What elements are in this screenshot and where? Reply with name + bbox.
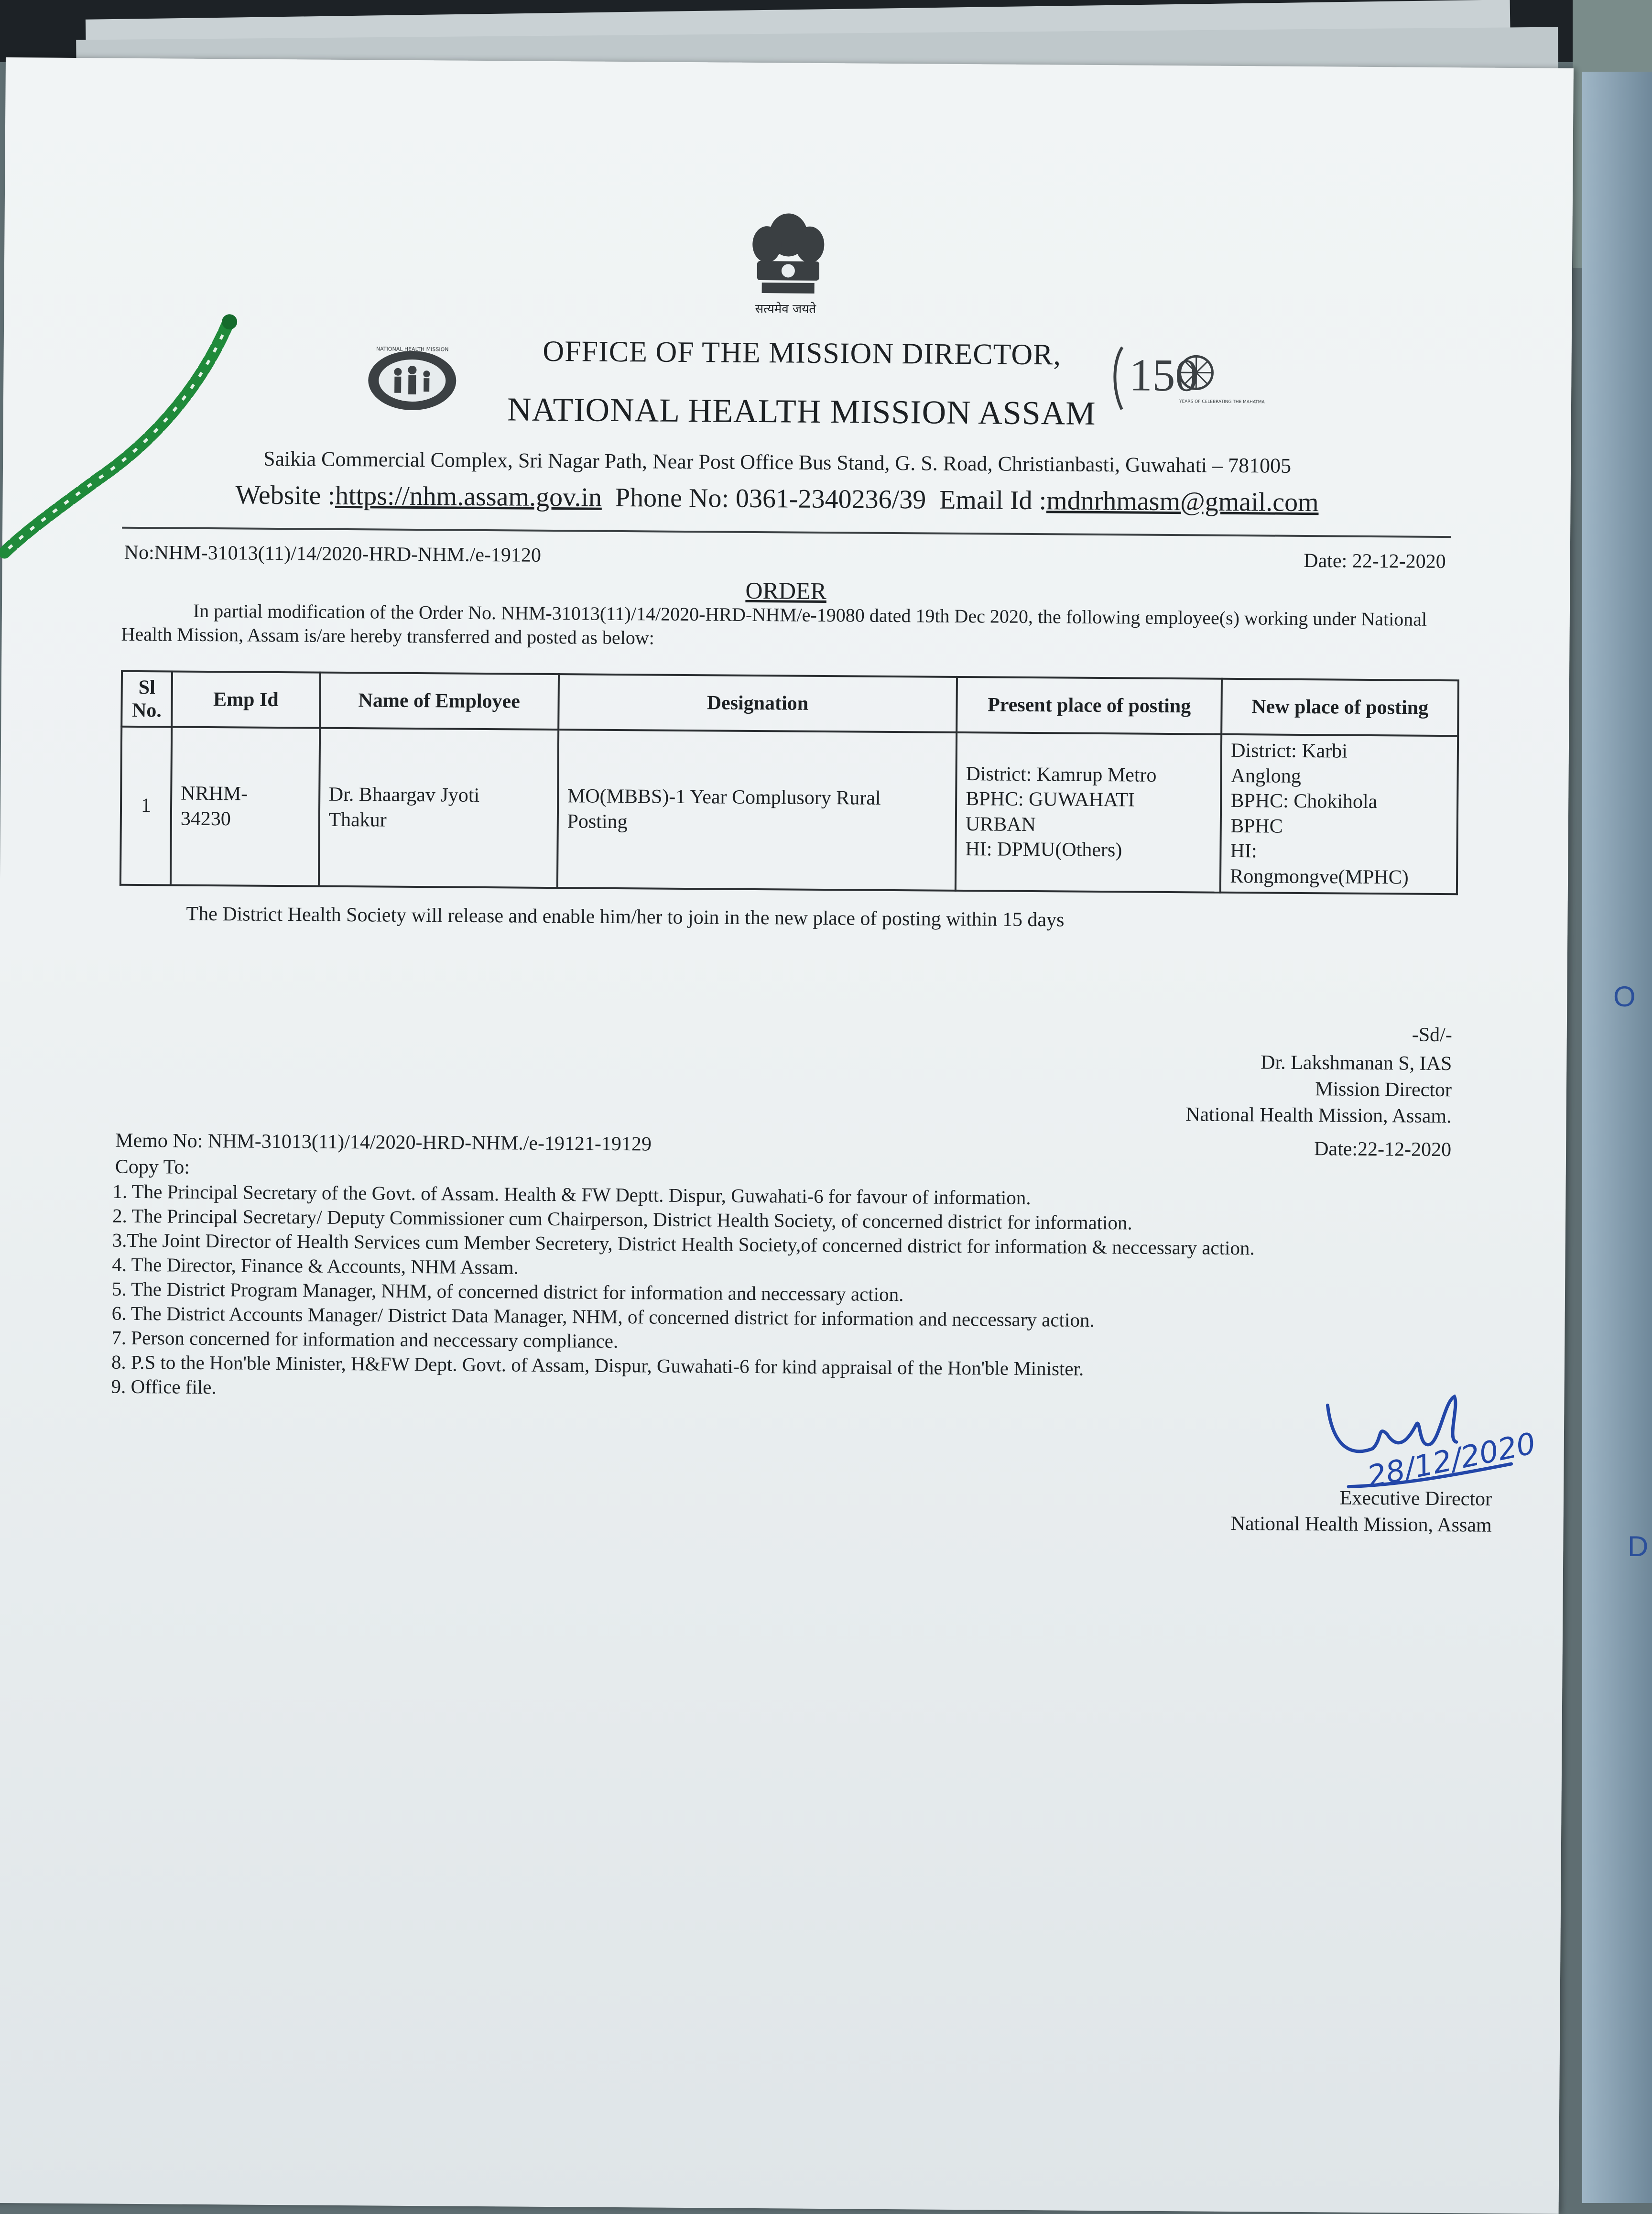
header-designation: Designation <box>558 674 957 732</box>
order-date: Date: 22-12-2020 <box>1245 549 1446 573</box>
posting-table <box>120 670 1459 895</box>
header-new-posting: New place of posting <box>1221 679 1458 736</box>
document-page <box>0 57 1574 2214</box>
office-title: OFFICE OF THE MISSION DIRECTOR, <box>434 334 1170 373</box>
list-item: 9. Office file. <box>111 1374 1497 1408</box>
cell-employee-name: Dr. Bhaargav Jyoti Thakur <box>318 728 558 888</box>
cell-sl-no: 1 <box>120 727 172 885</box>
website-label: Website : <box>235 480 335 510</box>
memo-number: Memo No: NHM-31013(11)/14/2020-HRD-NHM./e-19121-19129 <box>115 1129 652 1156</box>
header-sl-no: Sl No. <box>121 671 172 727</box>
blue-folder <box>1582 72 1652 2203</box>
gandhi-logo-text: YEARS OF CELEBRATING THE MAHATMA <box>1179 399 1265 404</box>
phone-number: Phone No: 0361-2340236/39 <box>615 483 926 515</box>
list-item: 5. The District Program Manager, NHM, of concerned district for information and neccessary action. <box>112 1277 1498 1311</box>
nhm-logo-text: NATIONAL HEALTH MISSION <box>376 346 449 352</box>
release-note: The District Health Society will release and enable him/her to join in the new place of posting within 15 days <box>186 903 1477 935</box>
list-item: 1. The Principal Secretary of the Govt. of Assam. Health & FW Deptt. Dispur, Guwahati-6 for favour of information. <box>112 1179 1499 1213</box>
copy-list <box>111 1179 1499 1408</box>
executive-title: Executive Director <box>1167 1485 1492 1511</box>
header-divider <box>122 527 1451 538</box>
table-row <box>120 727 1458 894</box>
memo-date: Date:22-12-2020 <box>1241 1137 1451 1161</box>
mission-title: NATIONAL HEALTH MISSION ASSAM <box>434 390 1170 434</box>
order-heading: ORDER <box>690 576 881 605</box>
green-string-icon <box>2 306 252 576</box>
header-emp-id: Emp Id <box>172 671 320 728</box>
cell-new-posting: District: Karbi Anglong BPHC: Chokihola BPHC HI: Rongmongve(MPHC) <box>1220 734 1458 894</box>
signed-mark: -Sd/- <box>1242 1022 1452 1047</box>
contact-line <box>146 479 1408 518</box>
email-link[interactable]: mdnrhmasm@gmail.com <box>1046 486 1319 517</box>
folder-mark: D <box>1628 1530 1648 1563</box>
signatory-name: Dr. Lakshmanan S, IAS <box>1098 1050 1452 1075</box>
header-present-posting: Present place of posting <box>956 677 1222 734</box>
copy-to-label: Copy To: <box>115 1156 190 1179</box>
signatory-title: Mission Director <box>1098 1076 1452 1102</box>
list-item: 2. The Principal Secretary/ Deputy Commissioner cum Chairperson, District Health Society, of concerned district for information. <box>112 1204 1499 1238</box>
website-link[interactable]: https://nhm.assam.gov.in <box>335 481 602 513</box>
list-item: 4. The Director, Finance & Accounts, NHM Assam. <box>112 1253 1498 1287</box>
header-name: Name of Employee <box>320 673 559 730</box>
gandhi-logo-number: 150 <box>1129 349 1198 401</box>
signatory-org: National Health Mission, Assam. <box>1002 1102 1451 1128</box>
list-item: 8. P.S to the Hon'ble Minister, H&FW Dept. Govt. of Assam, Dispur, Guwahati-6 for kind appraisal of the Hon'ble Minister. <box>111 1350 1498 1384</box>
order-number: No:NHM-31013(11)/14/2020-HRD-NHM./e-19120 <box>124 541 542 567</box>
list-item: 6. The District Accounts Manager/ District Data Manager, NHM, of concerned district for information and neccessary action. <box>111 1301 1498 1335</box>
executive-org: National Health Mission, Assam <box>1095 1511 1491 1537</box>
emblem-motto: सत्यमेव जयते <box>721 299 850 317</box>
list-item: 3.The Joint Director of Health Services cum Member Secretery, District Health Society,of concerned district for information & neccessary action. <box>112 1228 1499 1262</box>
cell-emp-id: NRHM- 34230 <box>171 727 320 886</box>
order-intro: In partial modification of the Order No. NHM-31013(11)/14/2020-HRD-NHM/e-19080 dated 19th Dec 2020, the following employee(s) working under National Health Mission, Assam is/are hereby transferred and posted as below: <box>121 599 1450 655</box>
cell-designation: MO(MBBS)-1 Year Complusory Rural Posting <box>557 730 957 891</box>
folder-mark: O <box>1613 980 1636 1013</box>
list-item: 7. Person concerned for information and neccessary compliance. <box>111 1326 1498 1360</box>
table-header-row <box>121 671 1458 736</box>
handwritten-date: 28/12/2020 <box>1364 1426 1539 1494</box>
office-address: Saikia Commercial Complex, Sri Nagar Path, Near Post Office Bus Stand, G. S. Road, Christianbasti, Guwahati – 781005 <box>146 446 1408 479</box>
email-label: Email Id : <box>939 485 1046 516</box>
cell-present-posting: District: Kamrup Metro BPHC: GUWAHATI URBAN HI: DPMU(Others) <box>956 732 1222 893</box>
